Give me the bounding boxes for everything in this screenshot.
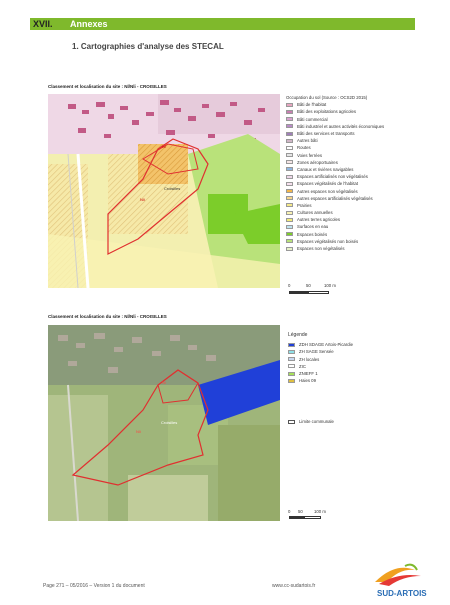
map2-nl-label: Nl [162,380,166,385]
legend-label: ZH SAGE Sensée [299,349,334,355]
legend-swatch [286,203,293,207]
map2-legend-item [288,370,353,377]
footer-page-info: Page 271 – 05/2016 – Version 1 du document [43,583,145,589]
map1-legend-item [286,173,384,180]
footer-website-link[interactable]: www.cc-sudartois.fr [272,583,316,589]
map1-scale-zero: 0 [288,283,291,288]
legend-label: Cultures annuelles [297,210,333,216]
legend-label: Voies ferrées [297,152,323,158]
legend-label: ZDH SDAGE Artois-Picardie [299,342,353,348]
map1-legend-item [286,202,384,209]
legend-label: Espaces boisés [297,231,328,237]
map2-scale-bar [289,516,321,519]
legend-swatch [286,175,293,179]
map1-legend-item [286,238,384,245]
legend-swatch [286,160,293,164]
map2-legend-item [288,341,353,348]
legend-swatch [288,420,295,424]
legend-label: Autres espaces non végétalisés [297,188,358,194]
legend-label: Routes [297,145,311,151]
legend-swatch [286,124,293,128]
map2-legend [288,332,353,426]
legend-swatch [288,372,295,376]
map2-scale-mid: 50 [298,509,303,514]
legend-swatch [288,350,295,354]
map1-legend [286,94,384,252]
map1-legend-item [286,108,384,115]
legend-label: Bâti industriel et autres activités économiques [297,123,385,129]
legend-swatch [288,343,295,347]
legend-swatch [288,357,295,361]
sud-artois-logo [365,560,445,600]
map1-scale-bar [289,291,329,294]
map1-graphic [48,94,280,288]
map1-legend-item [286,216,384,223]
legend-label: Bâti des exploitations agricoles [297,109,356,115]
legend-swatch [286,167,293,171]
map1-scale-mid: 50 [306,283,311,288]
legend-label: ZH locales [299,356,320,362]
legend-label: ZIC [299,363,306,369]
subsection-heading: 1. Cartographies d'analyse des STECAL [72,42,224,51]
map1-legend-item [286,101,384,108]
map2-site-label: Croisilles [161,420,178,425]
map1-nl-label: Nl [162,144,166,149]
map1-legend-item [286,137,384,144]
legend-label: Espaces artificialisés non végétalisés [297,174,368,180]
legend-label: Autres terres agricoles [297,217,340,223]
legend-swatch [286,211,293,215]
map1-nli-label: Nli [140,197,145,202]
legend-swatch [286,132,293,136]
legend-label: Haies 09 [299,378,316,384]
section-number: XVII. [33,19,53,29]
map1-legend-item [286,116,384,123]
map1-legend-item [286,231,384,238]
map1-legend-item [286,245,384,252]
legend-swatch [286,196,293,200]
legend-swatch [286,103,293,107]
map2-legend-item [288,377,353,384]
legend-label: Espaces végétalisés de l'habitat [297,181,359,187]
legend-label: Autres bâti [297,138,318,144]
legend-swatch [286,117,293,121]
map1-legend-item [286,159,384,166]
map1-legend-item [286,152,384,159]
map1-site-label: Croisilles [164,186,181,191]
legend-swatch [288,364,295,368]
logo-graphic [365,560,445,600]
map1-legend-item [286,123,384,130]
legend-swatch [286,247,293,251]
legend-swatch [286,153,293,157]
map1-legend-item [286,195,384,202]
map2-legend-heading: Légende [288,332,308,338]
map2-legend-item [288,363,353,370]
legend-label: Zones aéroportuaires [297,159,338,165]
map2-legend-item-limite [288,418,353,425]
map2-legend-item [288,356,353,363]
map2-title: Classement et localisation du site : Nl/Nli - CROISILLES [48,314,167,319]
map2-aerial [48,325,280,521]
legend-label: Limite communale [299,419,334,425]
legend-label: Prairies [297,202,312,208]
map1-title: Classement et localisation du site : Nl/Nli - CROISILLES [48,84,167,89]
map1-legend-item [286,166,384,173]
svg-text:SUD-ARTOIS: SUD-ARTOIS [377,589,427,598]
legend-label: Bâti de l'habitat [297,102,327,108]
map1-legend-heading: Occupation du sol (Source : OCS2D 2015) [286,95,368,100]
legend-label: ZNIEFF 1 [299,371,318,377]
legend-swatch [286,146,293,150]
map2-scale-zero: 0 [288,509,291,514]
map2-nli-label: Nli [136,429,141,434]
legend-label: Bâti des services et transports [297,131,355,137]
legend-label: Espaces non végétalisés [297,246,345,252]
section-title: Annexes [70,19,108,29]
map1-legend-item [286,187,384,194]
map1-land-use [48,94,280,288]
legend-swatch [286,189,293,193]
legend-swatch [286,232,293,236]
legend-swatch [286,139,293,143]
map1-legend-item [286,223,384,230]
legend-label: Canaux et rivières navigables [297,166,354,172]
legend-label: Espaces végétalisés non boisés [297,238,359,244]
legend-swatch [286,218,293,222]
legend-swatch [286,110,293,114]
map1-legend-item [286,144,384,151]
map1-legend-item [286,180,384,187]
map2-scale-end: 100 m [314,509,326,514]
legend-label: Autres espaces artificialisés végétalisés [297,195,373,201]
map1-legend-item [286,209,384,216]
legend-swatch [288,379,295,383]
legend-swatch [286,225,293,229]
map1-legend-item [286,130,384,137]
legend-swatch [286,239,293,243]
map1-scale-end: 100 m [324,283,336,288]
legend-swatch [286,182,293,186]
map2-legend-item [288,348,353,355]
legend-label: Surfaces en eau [297,224,329,230]
legend-label: Bâti commercial [297,116,328,122]
